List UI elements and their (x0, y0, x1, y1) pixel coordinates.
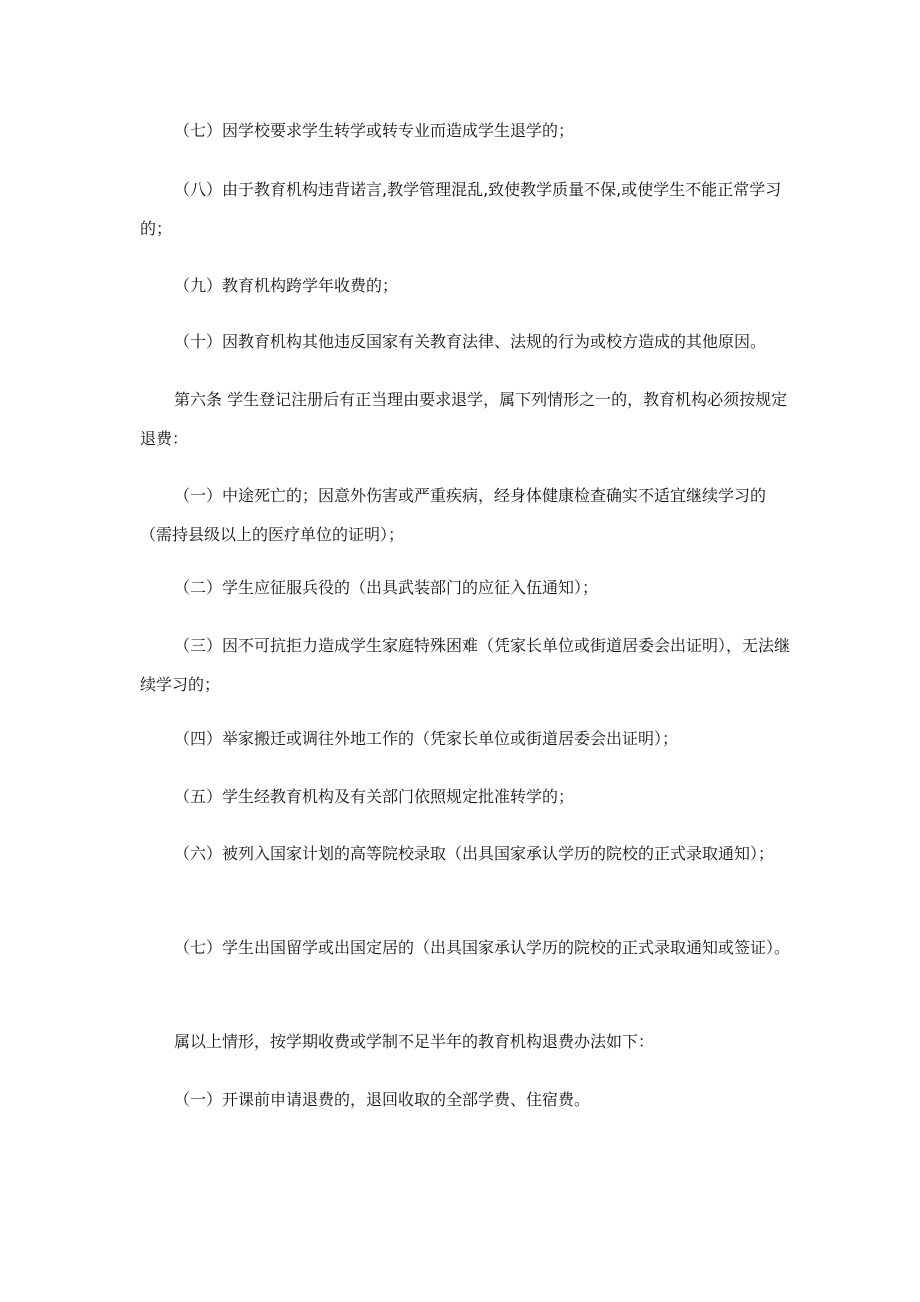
refund-case-7-paragraph: （七）学生出国留学或出国定居的（出具国家承认学历的院校的正式录取通知或签证）。 (174, 938, 791, 957)
refund-case-5-paragraph: （五）学生经教育机构及有关部门依照规定批准转学的； (174, 787, 575, 806)
refund-method-1-paragraph: （一）开课前申请退费的，退回收取的全部学费、住宿费。 (174, 1090, 591, 1109)
clause-9-paragraph: （九）教育机构跨学年收费的； (174, 276, 399, 295)
refund-case-4-paragraph: （四）举家搬迁或调往外地工作的（凭家长单位或街道居委会出证明）； (174, 729, 679, 748)
refund-case-2-paragraph: （二）学生应征服兵役的（出具武装部门的应征入伍通知）； (174, 578, 599, 597)
article-6-paragraph: 第六条 学生登记注册后有正当理由要求退学，属下列情形之一的，教育机构必须按规定退费： (140, 390, 788, 448)
refund-case-1-paragraph: （一）中途死亡的；因意外伤害或严重疾病，经身体健康检查确实不适宜继续学习的（需持县级以上的医疗单位的证明）； (140, 486, 767, 544)
refund-method-intro-paragraph: 属以上情形，按学期收费或学制不足半年的教育机构退费办法如下： (174, 1032, 655, 1051)
clause-10-paragraph: （十）因教育机构其他违反国家有关教育法律、法规的行为或校方造成的其他原因。 (174, 332, 767, 351)
refund-case-3-paragraph: （三）因不可抗拒力造成学生家庭特殊困难（凭家长单位或街道居委会出证明），无法继续学习的； (140, 636, 791, 694)
clause-7-paragraph: （七）因学校要求学生转学或转专业而造成学生退学的； (174, 121, 575, 140)
refund-case-6-paragraph: （六）被列入国家计划的高等院校录取（出具国家承认学历的院校的正式录取通知）； (174, 844, 775, 863)
clause-8-paragraph: （八）由于教育机构违背诺言,教学管理混乱,致使教学质量不保,或使学生不能正常学习的； (140, 180, 782, 238)
